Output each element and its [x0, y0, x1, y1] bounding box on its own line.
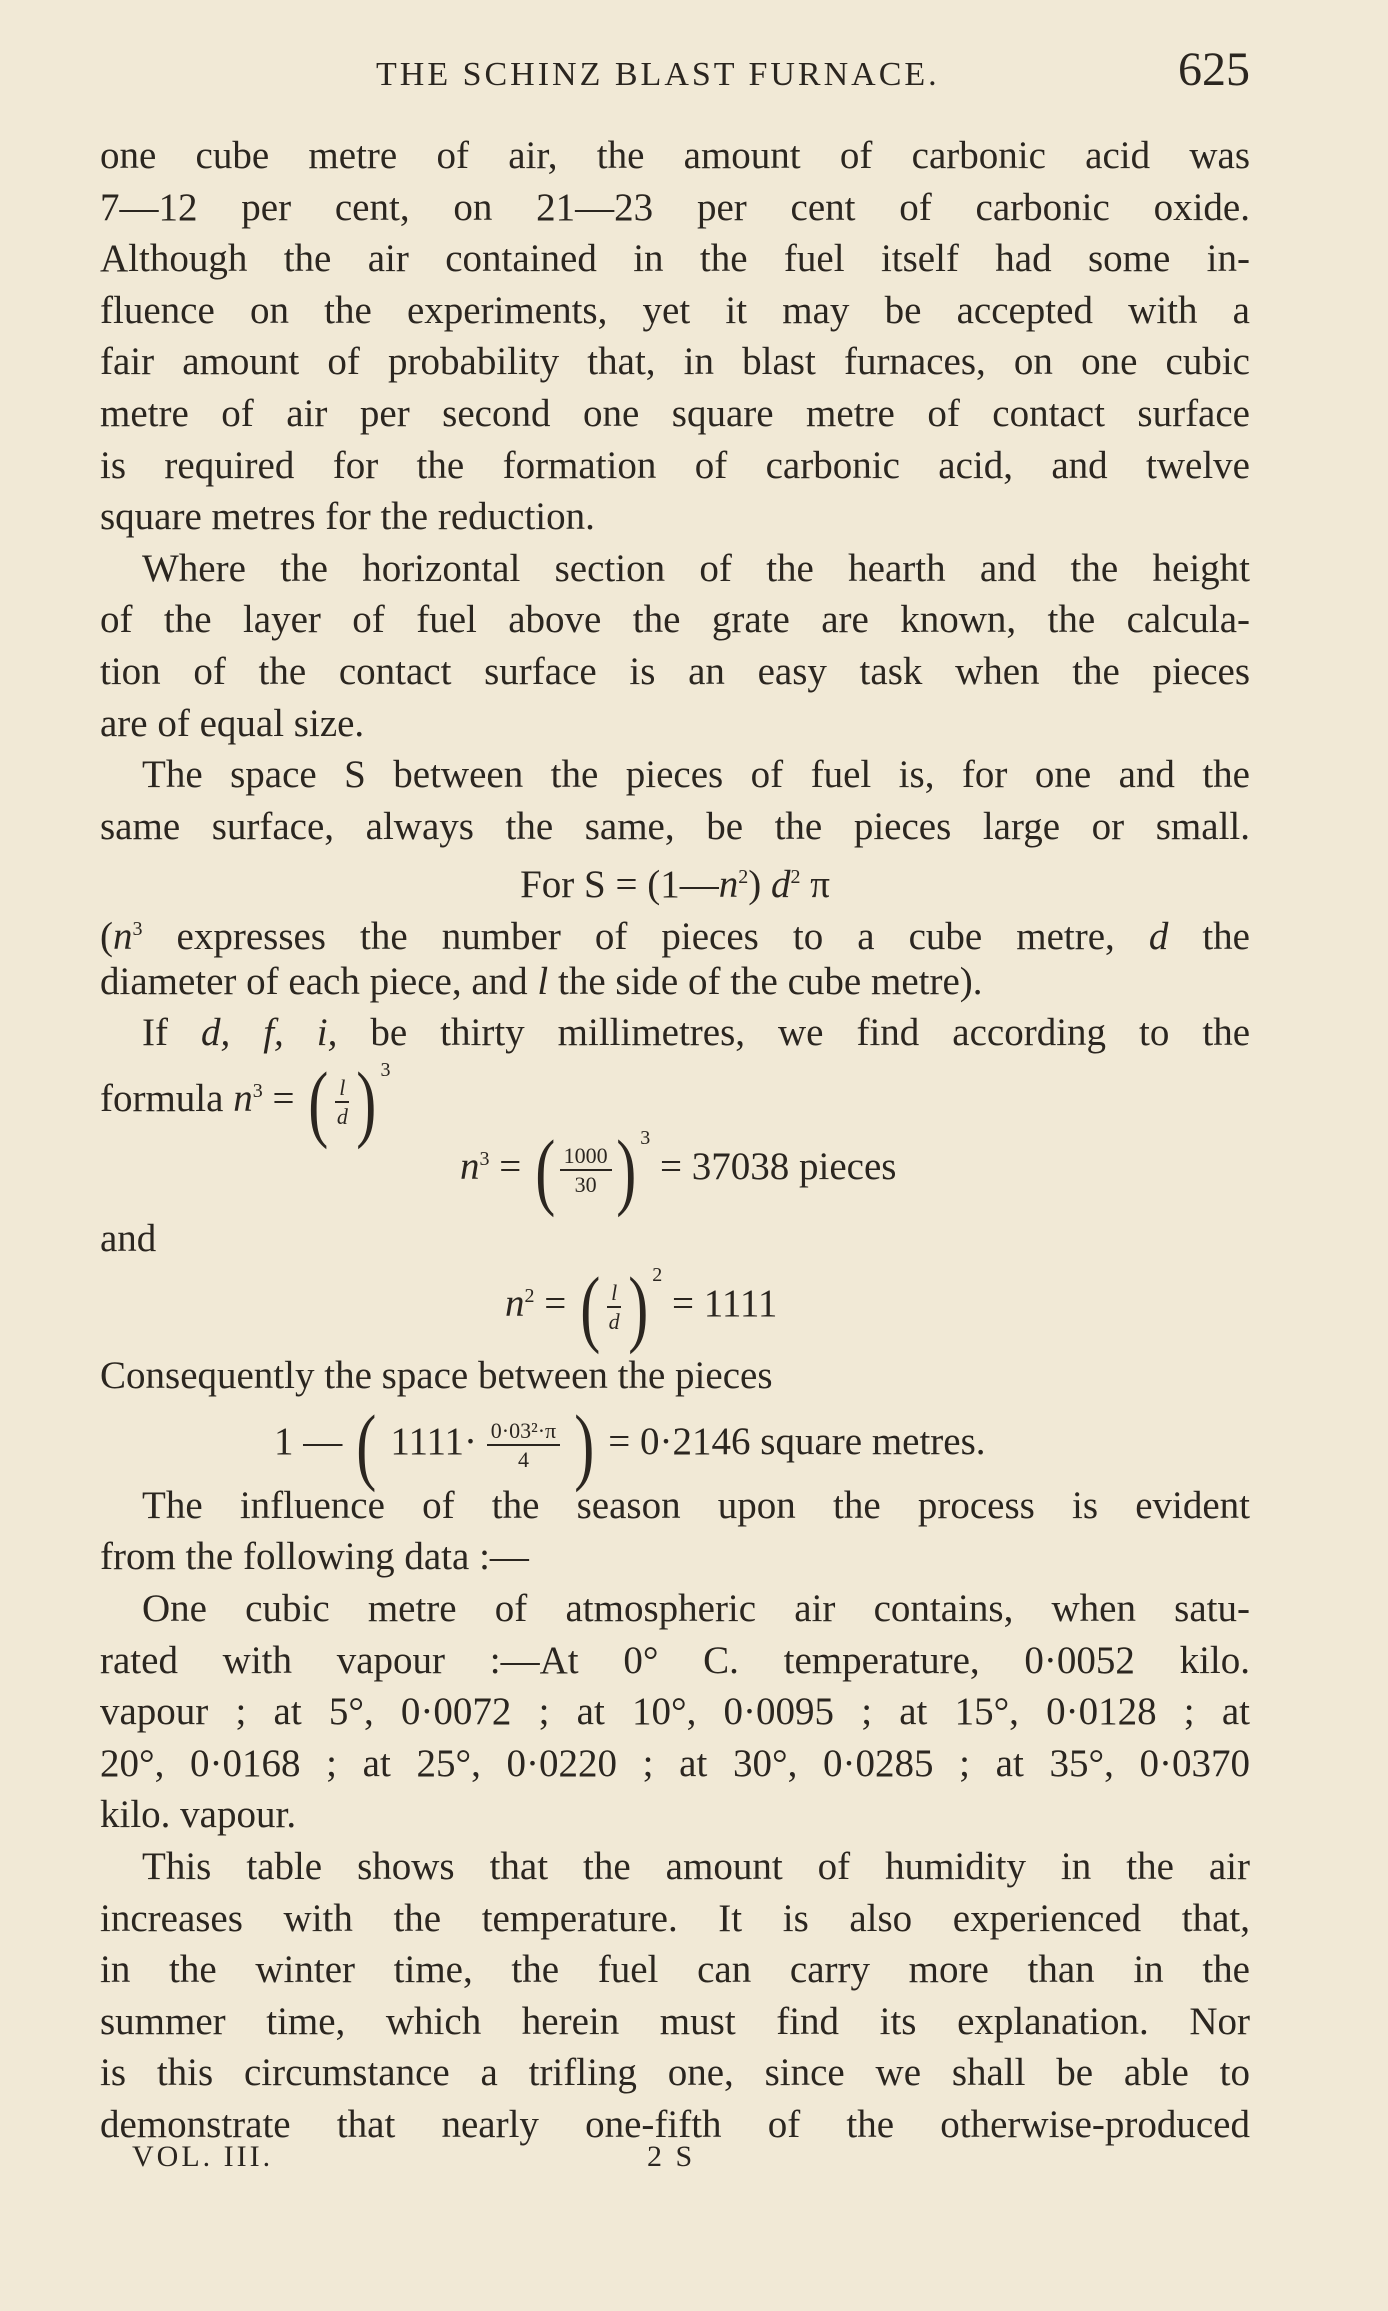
paragraph-6	[100, 1480, 1250, 1583]
text-line: rated with vapour :—At 0° C. temperature, 0·0052 kilo.	[100, 1638, 1250, 1682]
text-line: The influence of the season upon the process is evident	[142, 1483, 1250, 1527]
paragraph-3	[100, 749, 1250, 852]
page-number: 625	[1178, 43, 1250, 96]
text-line: This table shows that the amount of humidity in the air	[142, 1845, 1250, 1889]
paragraph-5	[100, 1007, 1251, 1150]
text-line: from the following data :—	[100, 1535, 529, 1579]
text-line: increases with the temperature. It is also experienced that,	[100, 1896, 1250, 1940]
text-line: One cubic metre of atmospheric air contains, when satu-	[142, 1587, 1250, 1631]
text-line: Although the air contained in the fuel itself had some in-	[100, 237, 1250, 281]
signature-mark: 2 S	[647, 2140, 696, 2173]
paragraph-4	[100, 904, 1250, 1007]
text-line: metre of air per second one square metre of contact surface	[100, 391, 1250, 435]
text-line: summer time, which herein must find its explanation. Nor	[100, 1999, 1250, 2043]
text-line: demonstrate that nearly one-fifth of the otherwise-produced	[100, 2103, 1250, 2146]
text-line: are of equal size.	[100, 701, 365, 745]
text-line: kilo. vapour.	[100, 1793, 297, 1837]
text-line: one cube metre of air, the amount of carbonic acid was	[100, 134, 1250, 177]
formula-n3-definition: formula $n^3$ = ( $\frac{l}{d}$ ) $^3$	[100, 1053, 391, 1150]
formula-n2-value: $n^2$ = ( $\frac{l}{d}$ ) $^2$ = 1111	[505, 1259, 778, 1356]
text-line: 20°, 0·0168 ; at 25°, 0·0220 ; at 30°, 0·0285 ; at 35°, 0·0370	[100, 1741, 1250, 1785]
paragraph-2	[100, 543, 1250, 749]
text-line: vapour ; at 5°, 0·0072 ; at 10°, 0·0095 ; at 15°, 0·0128 ; at	[100, 1690, 1250, 1734]
text-line: is required for the formation of carbonic acid, and twelve	[100, 443, 1250, 487]
text-line: same surface, always the same, be the pieces large or small.	[100, 804, 1250, 848]
text-line: in the winter time, the fuel can carry more than in the	[100, 1948, 1250, 1992]
text-line: of the layer of fuel above the grate are known, the calcula-	[100, 598, 1250, 642]
consequently-line: Consequently the space between the pieces	[100, 1354, 773, 1398]
running-title: THE SCHINZ BLAST FURNACE.	[376, 56, 940, 93]
text-line: diameter of each piece, and l the side of the cube metre).	[100, 959, 983, 1003]
text-line: tion of the contact surface is an easy task when the pieces	[100, 649, 1250, 693]
paragraph-1	[100, 130, 1250, 543]
text-line: is this circumstance a trifling one, since we shall be able to	[100, 2051, 1250, 2095]
formula-space-value: 1 — ( 1111· $\frac{\text{0·03²·π}}{4}$ ) = 0·2146 square metres.	[274, 1396, 986, 1493]
page-footer	[132, 2140, 732, 2190]
paragraph-8	[100, 1841, 1250, 2151]
text-line: Where the horizontal section of the hearth and the height	[142, 546, 1250, 590]
page-body	[100, 130, 1250, 2151]
and-label: and	[100, 1216, 157, 1260]
paragraph-7	[100, 1583, 1250, 1841]
text-line: The space S between the pieces of fuel is, for one and the	[142, 753, 1250, 797]
volume-label: VOL. III.	[132, 2140, 274, 2173]
text-line: 7—12 per cent, on 21—23 per cent of carbonic oxide.	[100, 185, 1250, 229]
text-line: square metres for the reduction.	[100, 495, 595, 539]
text-line: ($n^3$ expresses the number of pieces to a cube metre, d the	[100, 914, 1250, 958]
text-line: fluence on the experiments, yet it may be accepted with a	[100, 288, 1250, 332]
text-line: If d, f, i, be thirty millimetres, we find according to the	[142, 1011, 1251, 1055]
page-header	[100, 42, 1250, 102]
formula-space-s: For $S = (1—n^2)$ $d^2$ π	[520, 863, 830, 907]
text-line: fair amount of probability that, in blast furnaces, on one cubic	[100, 340, 1250, 384]
formula-n3-value: $n^3$ = ( $\frac{1000}{30}$ ) $^3$ = 37038 pieces	[460, 1121, 897, 1218]
